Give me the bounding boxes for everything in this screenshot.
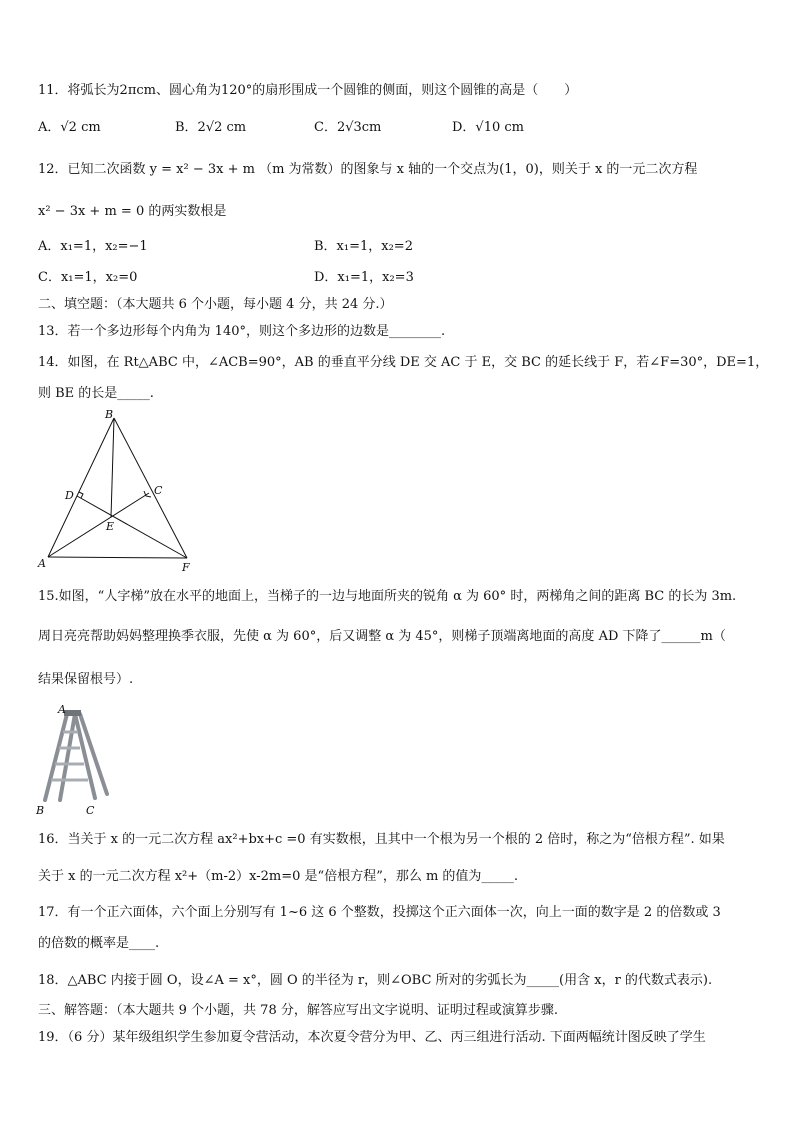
- section-fill-in-heading: 二、填空题：（本大题共 6 个小题，每小题 4 分，共 24 分.）: [38, 297, 393, 312]
- label-e: E: [106, 520, 115, 533]
- label-f: F: [182, 561, 190, 574]
- label-c: C: [154, 484, 163, 497]
- q12-option-b: B．x₁=1，x₂=2: [314, 239, 413, 254]
- label-a: A: [38, 557, 46, 570]
- q11-option-b: B．2√2 cm: [175, 120, 247, 135]
- q15-stem-line1: 15.如图，“人字梯”放在水平的地面上，当梯子的一边与地面所夹的锐角 α 为 60° 时，两梯角之间的距离 BC 的长为 3m.: [38, 589, 737, 604]
- q14-stem-line2: 则 BE 的长是_____.: [38, 386, 154, 401]
- section-solve-heading: 三、解答题：（本大题共 9 个小题，共 78 分，解答应写出文字说明、证明过程或演算步骤.: [38, 1003, 558, 1018]
- q15-stem-line3: 结果保留根号）.: [38, 672, 134, 687]
- q18-stem: 18．△ABC 内接于圆 O，设∠A = x°，圆 O 的半径为 r，则∠OBC 所对的劣弧长为_____(用含 x，r 的代数式表示).: [38, 973, 713, 988]
- ladder-label-a: A: [58, 703, 66, 716]
- q11-option-d: D．√10 cm: [452, 120, 524, 135]
- q15-stem-line2: 周日亮亮帮助妈妈整理换季衣服，先使 α 为 60°，后又调整 α 为 45°，则梯子顶端离地面的高度 AD 下降了______m（: [38, 629, 726, 644]
- q13-stem: 13．若一个多边形每个内角为 140°，则这个多边形的边数是________.: [38, 324, 446, 339]
- ladder-label-b: B: [36, 804, 45, 817]
- q12-option-a: A．x₁=1，x₂=−1: [38, 239, 148, 254]
- q14-stem-line1: 14．如图，在 Rt△ABC 中，∠ACB=90°，AB 的垂直平分线 DE 交 AC 于 E，交 BC 的延长线于 F，若∠F=30°，DE=1，: [38, 355, 769, 370]
- q12-option-d: D．x₁=1，x₂=3: [314, 270, 414, 285]
- q11-option-c: C．2√3cm: [314, 120, 382, 135]
- label-b: B: [105, 408, 114, 421]
- label-d: D: [65, 489, 74, 502]
- q16-stem-line2: 关于 x 的一元二次方程 x²+（m-2）x-2m=0 是“倍根方程”，那么 m 的值为_____.: [38, 869, 519, 884]
- q12-option-c: C．x₁=1，x₂=0: [38, 270, 138, 285]
- q12-stem-equation: x² − 3x + m = 0 的两实数根是: [38, 204, 227, 219]
- q17-stem-line2: 的倍数的概率是____.: [38, 936, 160, 951]
- q11-option-a: A．√2 cm: [38, 120, 101, 135]
- q16-stem-line1: 16．当关于 x 的一元二次方程 ax²+bx+c =0 有实数根，且其中一个根为另一个根的 2 倍时，称之为“倍根方程”. 如果: [38, 832, 725, 847]
- q19-stem: 19．（6 分）某年级组织学生参加夏令营活动，本次夏令营分为甲、乙、丙三组进行活动. 下面两幅统计图反映了学生: [38, 1030, 706, 1045]
- triangle-diagram: [30, 405, 230, 575]
- ladder-label-c: C: [86, 804, 95, 817]
- q17-stem-line1: 17．有一个正六面体，六个面上分别写有 1~6 这 6 个整数，投掷这个正六面体一次，向上一面的数字是 2 的倍数或 3: [38, 905, 721, 920]
- q11-stem: 11．将弧长为2πcm、圆心角为120°的扇形围成一个圆锥的侧面，则这个圆锥的高是（ ）: [38, 83, 578, 98]
- ladder-image: [30, 702, 110, 817]
- q12-stem: 12．已知二次函数 y = x² − 3x + m （m 为常数）的图象与 x 轴的一个交点为(1，0)，则关于 x 的一元二次方程: [38, 162, 698, 177]
